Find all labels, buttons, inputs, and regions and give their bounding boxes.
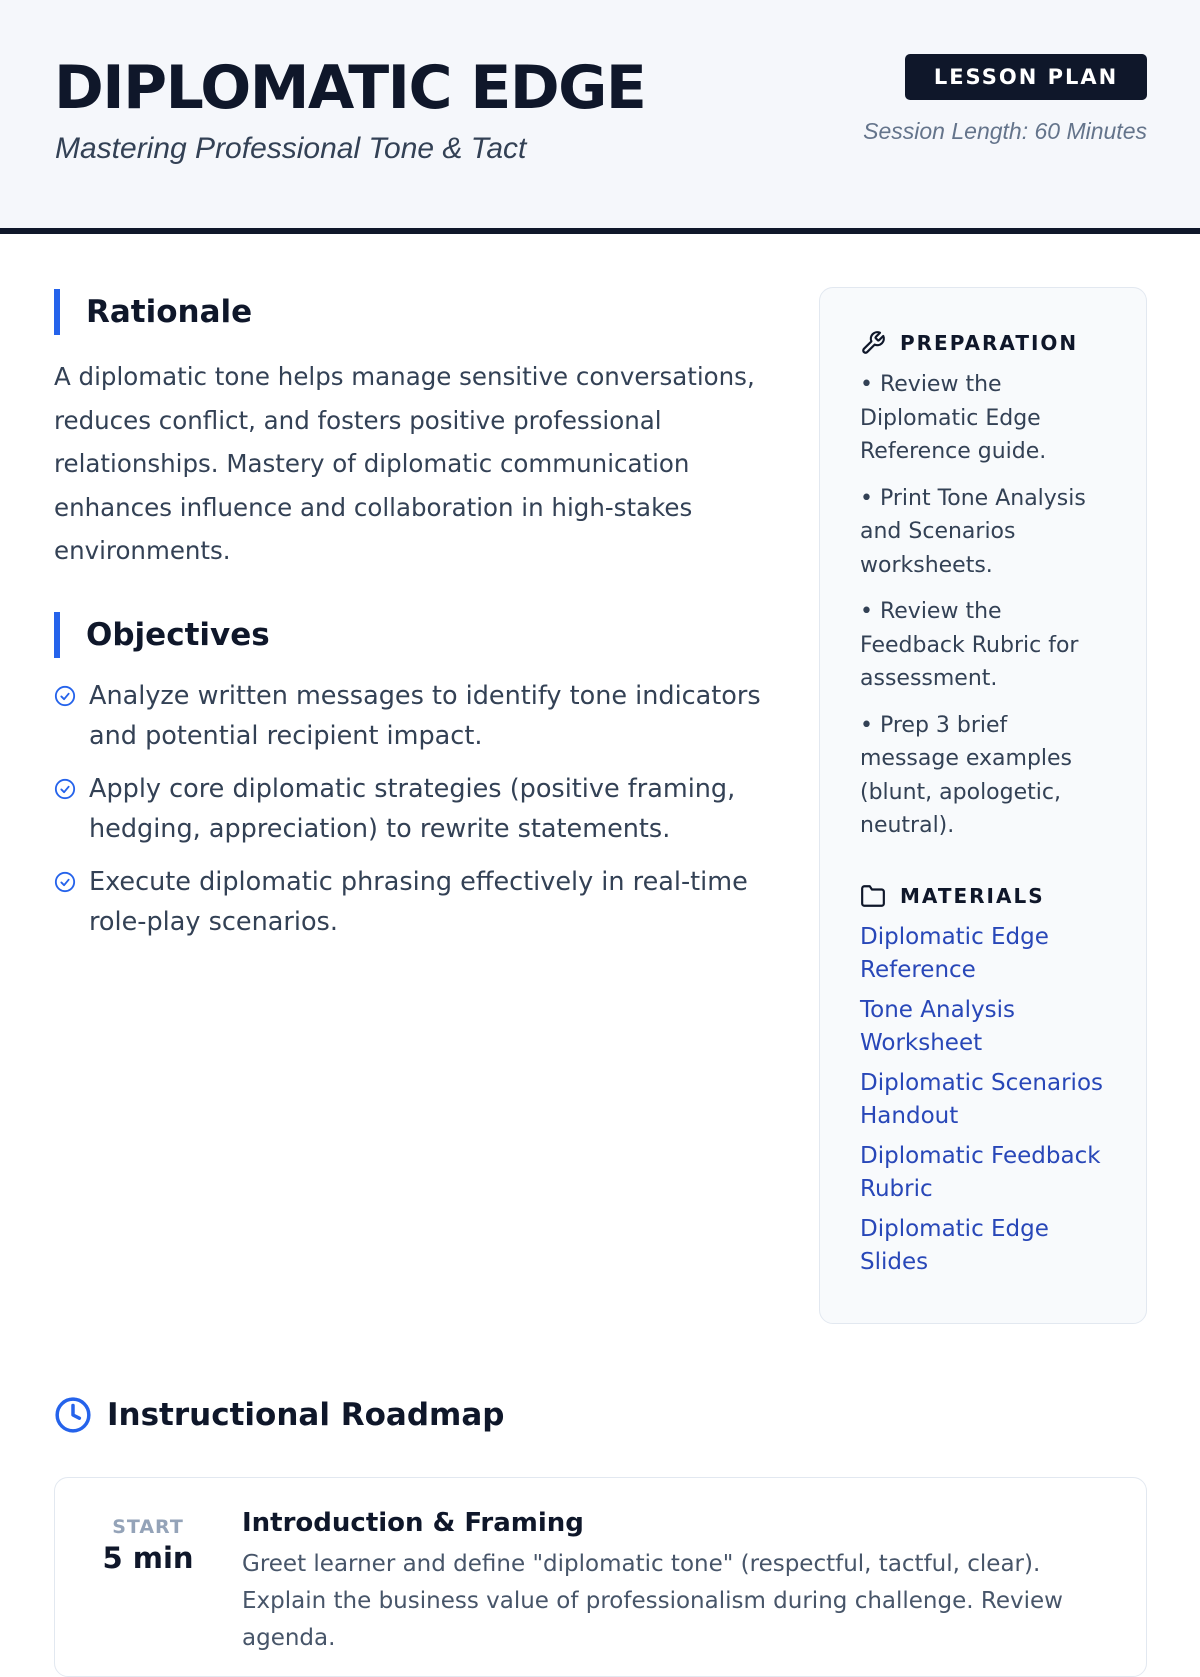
sidebar-panel [819,287,1147,1324]
wrench-icon [860,330,886,356]
material-link-scenarios[interactable]: Diplomatic Scenarios Handout [860,1070,1103,1129]
check-circle-icon [54,685,76,707]
session-length: Session Length: 60 Minutes [863,118,1147,144]
objective-text: Execute diplomatic phrasing effectively in real-time role-play scenarios. [89,867,748,937]
step-label: START [112,1516,184,1538]
check-circle-icon [54,778,76,800]
rationale-body: A diplomatic tone helps manage sensitive conversations, reduces conflict, and fosters positive professional relationships. Mastery of diplomatic communication enhances influence and collaboration in high-stakes environments. [54,362,755,565]
material-item [860,1140,1120,1206]
materials-heading-label: MATERIALS [900,884,1045,908]
objective-item [54,769,774,849]
preparation-item: • Review the Feedback Rubric for assessment. [860,599,1079,691]
preparation-heading-label: PREPARATION [900,331,1079,355]
step-title: Introduction & Framing [242,1508,584,1538]
material-item [860,994,1120,1060]
folder-icon [860,883,886,909]
clock-icon [54,1396,92,1434]
objective-text: Apply core diplomatic strategies (positive framing, hedging, appreciation) to rewrite statements. [89,774,736,844]
material-item [860,1067,1120,1133]
lesson-plan-badge: LESSON PLAN [905,54,1147,100]
objective-item [54,862,774,942]
step-description: Greet learner and define "diplomatic tone" (respectful, tactful, clear). Explain the business value of professionalism during challenge. Review agenda. [242,1551,1063,1651]
material-link-worksheet[interactable]: Tone Analysis Worksheet [860,997,1016,1056]
page-title: DIPLOMATIC EDGE [54,53,646,123]
preparation-item: • Prep 3 brief message examples (blunt, apologetic, neutral). [860,712,1073,838]
materials-list [860,921,1120,1286]
preparation-item: • Print Tone Analysis and Scenarios worksheets. [860,485,1086,578]
material-item [860,1213,1120,1279]
check-circle-icon [54,871,76,893]
objective-text: Analyze written messages to identify tone indicators and potential recipient impact. [89,681,761,751]
page-subtitle: Mastering Professional Tone & Tact [55,132,527,165]
objectives-heading: Objectives [54,612,270,658]
material-item [860,921,1120,987]
preparation-list [860,368,1110,856]
material-link-slides[interactable]: Diplomatic Edge Slides [860,1216,1049,1275]
preparation-item: • Review the Diplomatic Edge Reference guide. [860,372,1047,464]
roadmap-heading-label: Instructional Roadmap [107,1397,505,1433]
material-link-reference[interactable]: Diplomatic Edge Reference [860,924,1049,983]
page-header [0,0,1200,234]
roadmap-step-card [54,1477,1147,1677]
material-link-rubric[interactable]: Diplomatic Feedback Rubric [860,1143,1101,1202]
objectives-list [54,676,774,955]
objective-item [54,676,774,756]
rationale-heading: Rationale [54,289,252,335]
step-time: 5 min [102,1541,194,1575]
